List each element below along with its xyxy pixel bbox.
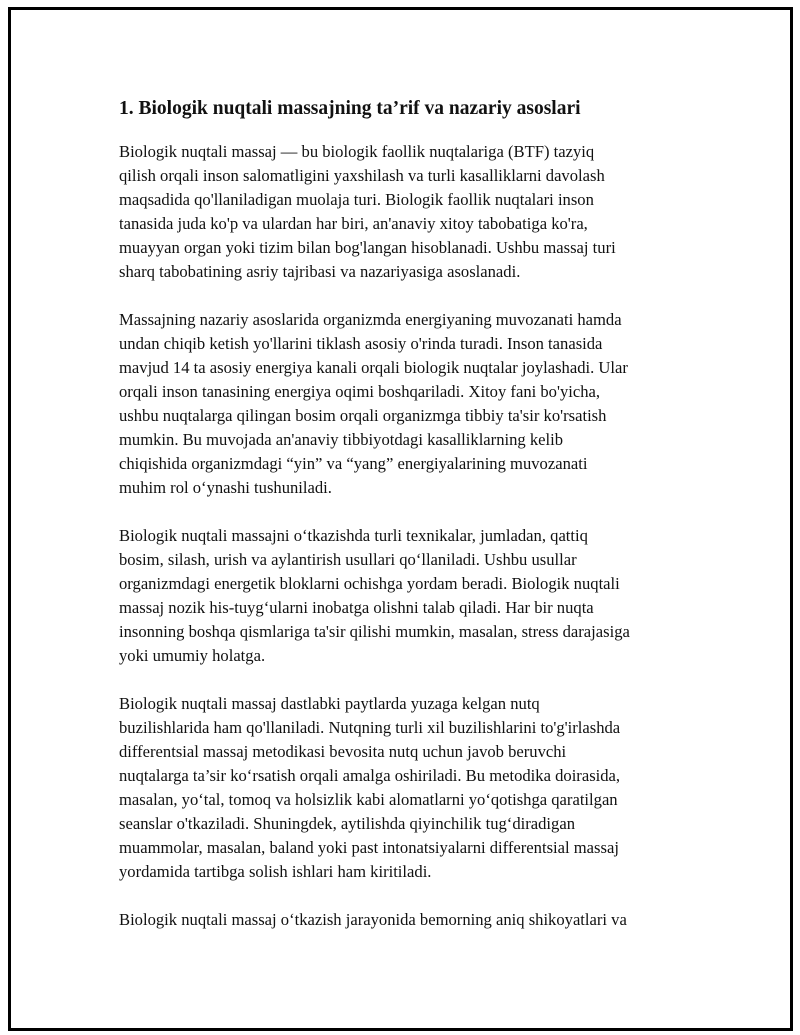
text-line: yordamida tartibga solish ishlari ham kiritiladi. [119,862,432,881]
document-body [119,95,689,956]
text-line: undan chiqib ketish yo'llarini tiklash asosiy o'rinda turadi. Inson tanasida [119,334,603,353]
text-line: qilish orqali inson salomatligini yaxshilash va turli kasalliklarni davolash [119,166,605,185]
text-line: ushbu nuqtalarga qilingan bosim orqali organizmga tibbiy ta'sir ko'rsatish [119,406,607,425]
text-line: muammolar, masalan, baland yoki past intonatsiyalarni differentsial massaj [119,838,619,857]
text-line: tanasida juda ko'p va ulardan har biri, an'anaviy xitoy tabobatiga ko'ra, [119,214,588,233]
text-line: organizmdagi energetik bloklarni ochishga yordam beradi. Biologik nuqtali [119,574,620,593]
text-line: muhim rol o‘ynashi tushuniladi. [119,478,332,497]
text-line: sharq tabobatining asriy tajribasi va nazariyasiga asoslanadi. [119,262,521,281]
text-line: maqsadida qo'llaniladigan muolaja turi. Biologik faollik nuqtalari inson [119,190,594,209]
paragraph-4 [119,692,689,884]
paragraph-list [119,140,689,932]
text-line: mumkin. Bu muvojada an'anaviy tibbiyotdagi kasalliklarning kelib [119,430,564,449]
section-heading: 1. Biologik nuqtali massajning ta’rif va nazariy asoslari [119,98,581,119]
paragraph-1 [119,140,689,284]
text-line: bosim, silash, urish va aylantirish usullari qo‘llaniladi. Ushbu usullar [119,550,577,569]
text-line: Biologik nuqtali massaj o‘tkazish jarayonida bemorning aniq shikoyatlari va [119,910,627,929]
page-frame [8,7,793,1031]
text-line: chiqishida organizmdagi “yin” va “yang” energiyalarining muvozanati [119,454,588,473]
paragraph-2 [119,308,689,500]
text-line: orqali inson tanasining energiya oqimi boshqariladi. Xitoy fani bo'yicha, [119,382,601,401]
paragraph-5 [119,908,689,932]
text-line: buzilishlarida ham qo'llaniladi. Nutqning turli xil buzilishlarini to'g'irlashda [119,718,621,737]
text-line: masalan, yo‘tal, tomoq va holsizlik kabi alomatlarni yo‘qotishga qaratilgan [119,790,618,809]
text-line: nuqtalarga ta’sir ko‘rsatish orqali amalga oshiriladi. Bu metodika doirasida, [119,766,621,785]
text-line: differentsial massaj metodikasi bevosita nutq uchun javob beruvchi [119,742,567,761]
text-line: seanslar o'tkaziladi. Shuningdek, aytilishda qiyinchilik tug‘diradigan [119,814,575,833]
text-line: massaj nozik his-tuyg‘ularni inobatga olishni talab qiladi. Har bir nuqta [119,598,594,617]
text-line: yoki umumiy holatga. [119,646,266,665]
text-line: Biologik nuqtali massaj dastlabki paytlarda yuzaga kelgan nutq [119,694,540,713]
text-line: Massajning nazariy asoslarida organizmda energiyaning muvozanati hamda [119,310,622,329]
text-line: Biologik nuqtali massaj — bu biologik faollik nuqtalariga (BTF) tazyiq [119,142,595,161]
paragraph-3 [119,524,689,668]
text-line: Biologik nuqtali massajni o‘tkazishda turli texnikalar, jumladan, qattiq [119,526,588,545]
text-line: mavjud 14 ta asosiy energiya kanali orqali biologik nuqtalar joylashadi. Ular [119,358,628,377]
text-line: muayyan organ yoki tizim bilan bog'langan hisoblanadi. Ushbu massaj turi [119,238,616,257]
text-line: insonning boshqa qismlariga ta'sir qilishi mumkin, masalan, stress darajasiga [119,622,630,641]
